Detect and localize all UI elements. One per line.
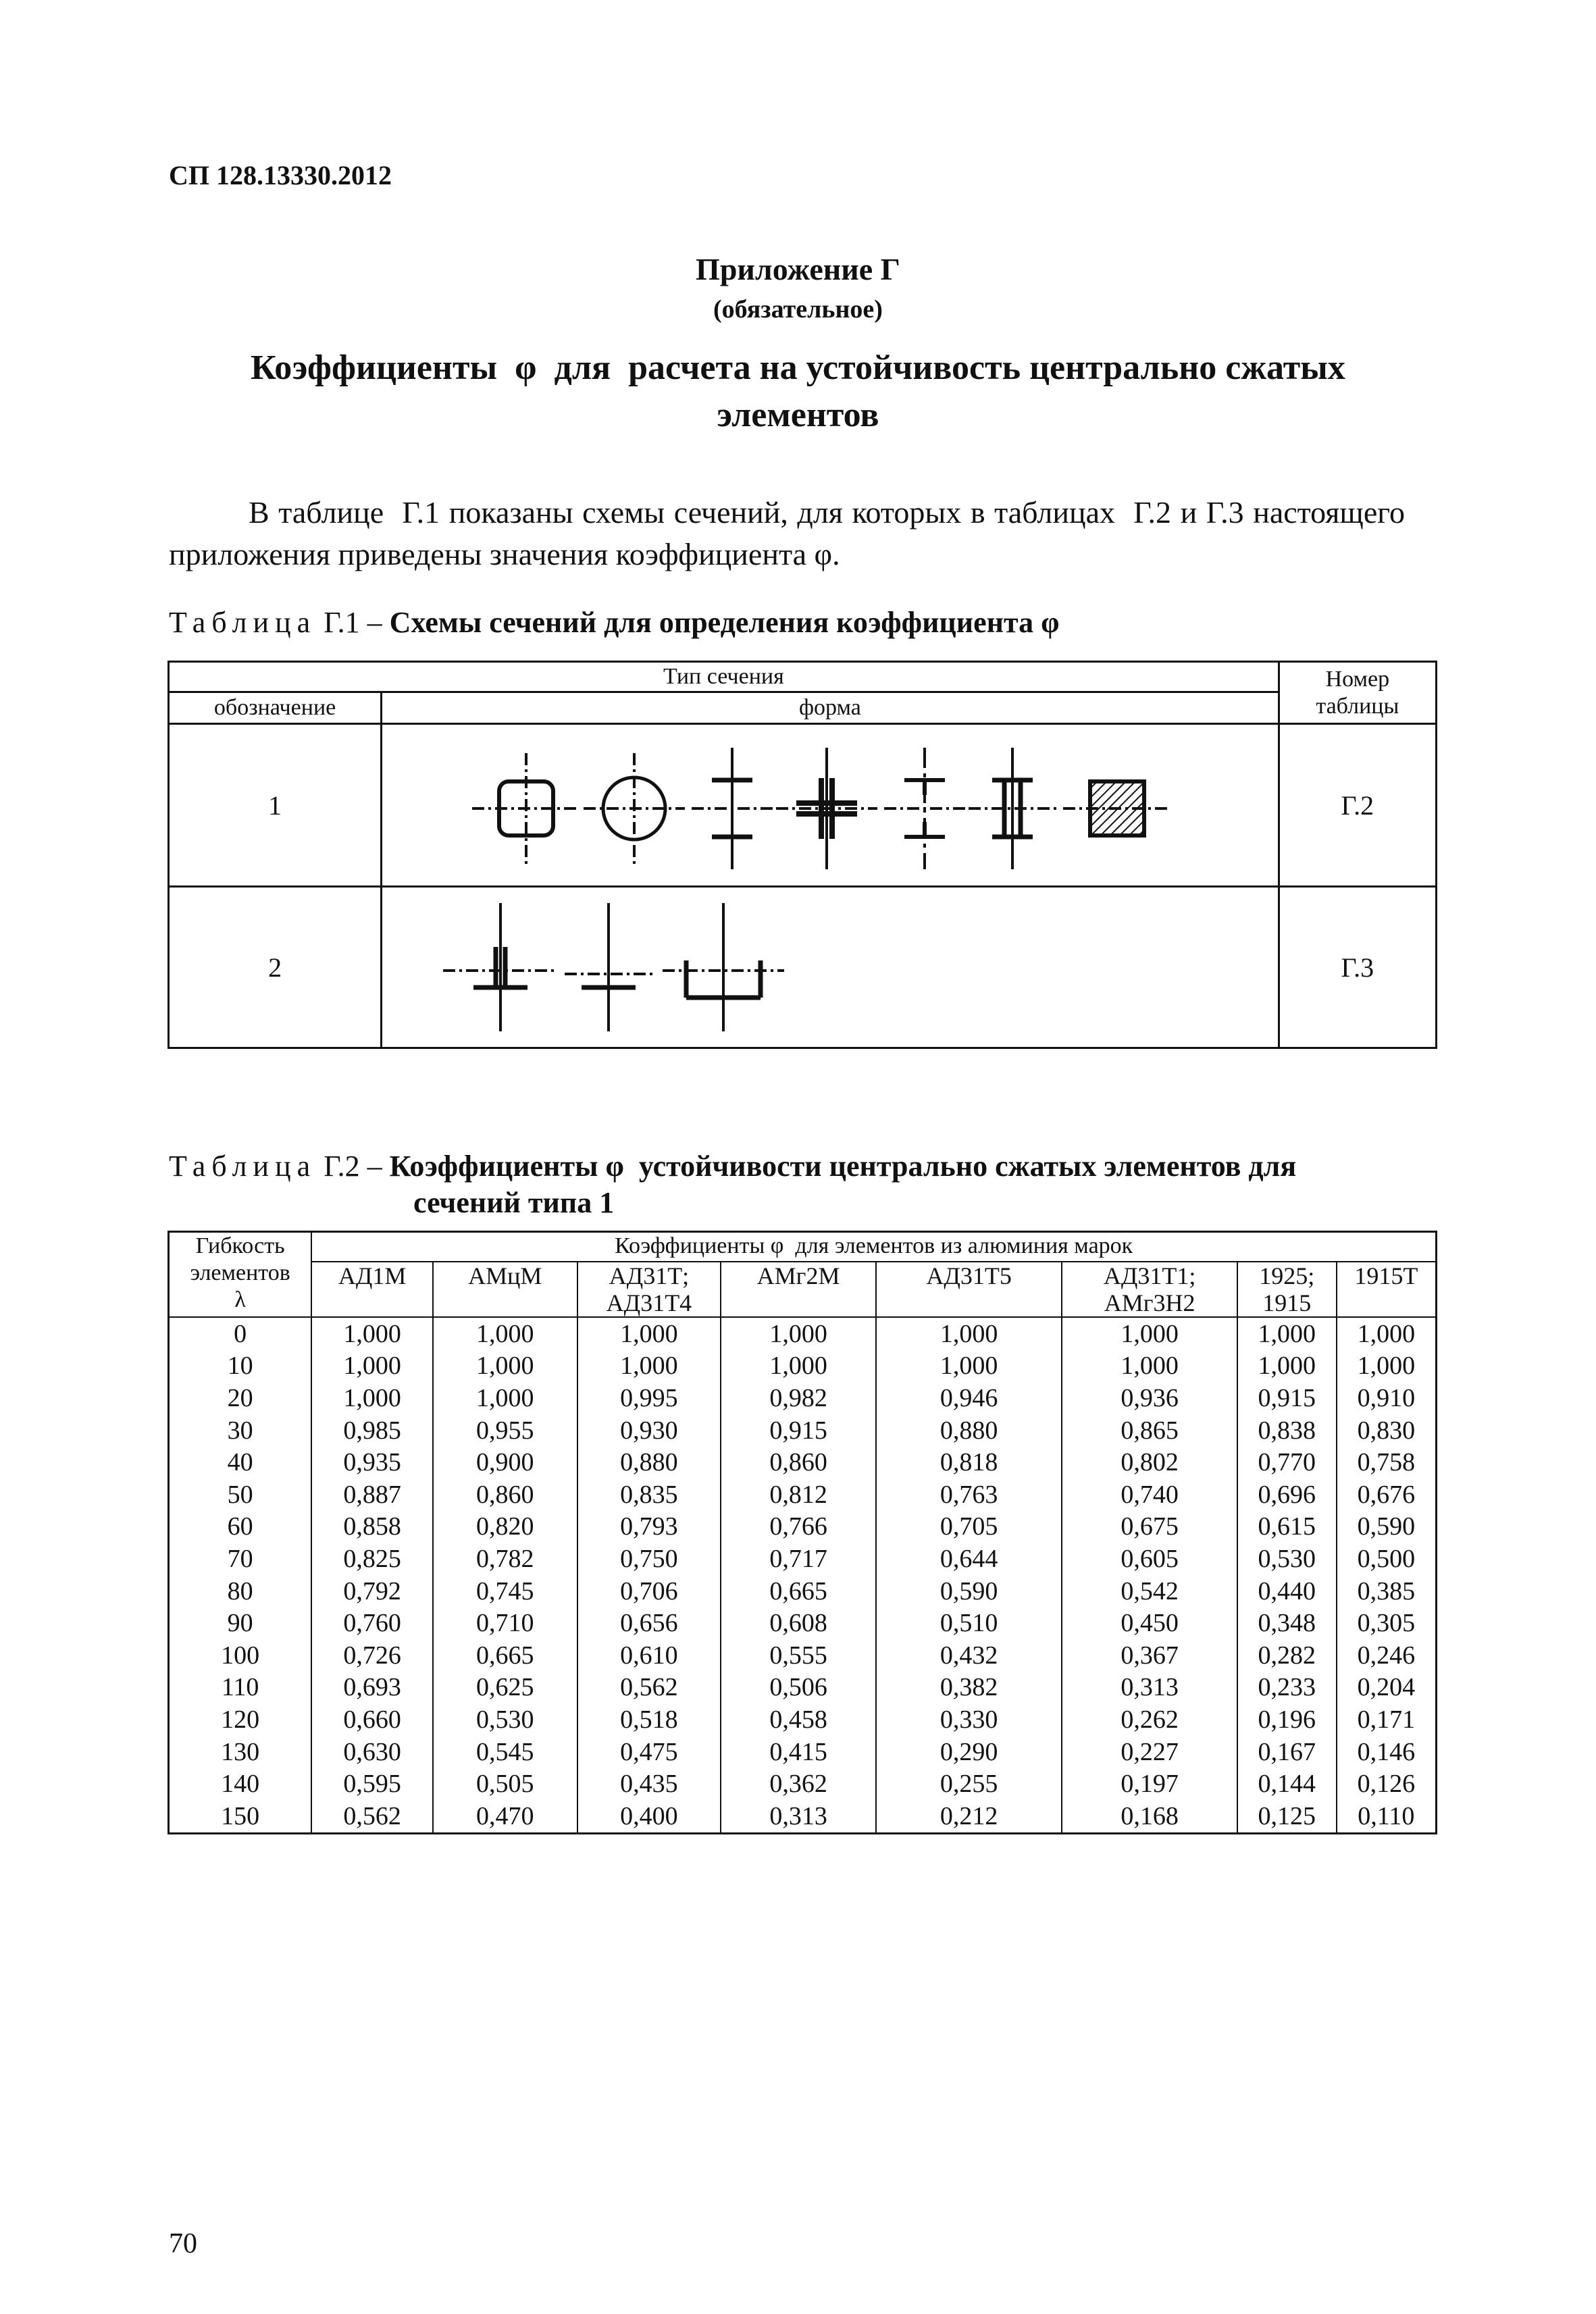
section-shapes-type2-diagram bbox=[436, 896, 815, 1038]
table2-cell-coefficient: 0,415 bbox=[721, 1736, 876, 1768]
table2-cell-slenderness: 20 bbox=[169, 1382, 312, 1414]
table1-row1-designation: 1 bbox=[169, 724, 382, 887]
table-row bbox=[169, 1350, 1437, 1383]
table2-cell-coefficient: 0,915 bbox=[1237, 1382, 1337, 1414]
table1-caption bbox=[169, 605, 1060, 640]
table2-cell-coefficient: 0,146 bbox=[1337, 1736, 1437, 1768]
table2-cell-coefficient: 0,710 bbox=[433, 1607, 577, 1639]
table2-cell-coefficient: 0,435 bbox=[577, 1768, 721, 1800]
table2-cell-coefficient: 0,233 bbox=[1237, 1672, 1337, 1704]
table1-row1-shapes bbox=[382, 724, 1279, 887]
table2-cell-coefficient: 0,605 bbox=[1062, 1543, 1237, 1575]
table2-cell-coefficient: 0,212 bbox=[876, 1800, 1062, 1833]
table-row bbox=[169, 1446, 1437, 1479]
table-row bbox=[169, 1800, 1437, 1833]
appendix-heading bbox=[0, 344, 1596, 439]
table2-header-grade-line2 bbox=[721, 1289, 875, 1316]
table2-cell-coefficient: 0,262 bbox=[1062, 1703, 1237, 1736]
table2-cell-coefficient: 0,660 bbox=[311, 1703, 433, 1736]
table2-cell-coefficient: 0,362 bbox=[721, 1768, 876, 1800]
table2-header-grade bbox=[433, 1262, 577, 1317]
table2-header-slenderness bbox=[169, 1232, 312, 1318]
table2-cell-slenderness: 100 bbox=[169, 1639, 312, 1672]
table2-cell-coefficient: 0,458 bbox=[721, 1703, 876, 1736]
table2-header-grade bbox=[1337, 1262, 1437, 1317]
table2-cell-coefficient: 0,470 bbox=[433, 1800, 577, 1833]
table2-cell-coefficient: 0,717 bbox=[721, 1543, 876, 1575]
table2-cell-coefficient: 0,705 bbox=[876, 1511, 1062, 1543]
table2-coefficients bbox=[168, 1231, 1437, 1834]
table1-header-table-number-line1: Номер bbox=[1325, 666, 1390, 692]
table1-caption-prefix: Таблица bbox=[169, 606, 317, 639]
table2-cell-coefficient: 0,227 bbox=[1062, 1736, 1237, 1768]
table1-row2-shapes bbox=[382, 887, 1279, 1048]
table2-cell-coefficient: 0,610 bbox=[577, 1639, 721, 1672]
table2-header-grade-line1: 1915Т bbox=[1354, 1262, 1418, 1289]
table2-cell-coefficient: 0,400 bbox=[577, 1800, 721, 1833]
table2-cell-coefficient: 0,693 bbox=[311, 1672, 433, 1704]
table1-header-shape: форма bbox=[382, 692, 1279, 724]
table2-cell-coefficient: 0,625 bbox=[433, 1672, 577, 1704]
table2-cell-coefficient: 0,450 bbox=[1062, 1607, 1237, 1639]
cruciform-angles-section-icon bbox=[776, 748, 877, 869]
table2-header-grade-line2 bbox=[312, 1289, 432, 1316]
table2-cell-coefficient: 1,000 bbox=[311, 1382, 433, 1414]
table2-cell-coefficient: 0,530 bbox=[433, 1703, 577, 1736]
table2-header-grade bbox=[1062, 1262, 1237, 1317]
table2-header-grade-line2 bbox=[434, 1289, 577, 1316]
table-row bbox=[169, 1672, 1437, 1704]
table2-cell-coefficient: 0,985 bbox=[311, 1414, 433, 1447]
table-row bbox=[169, 1607, 1437, 1639]
square-tube-section-icon bbox=[472, 753, 580, 864]
table2-cell-slenderness: 150 bbox=[169, 1800, 312, 1833]
table2-cell-slenderness: 10 bbox=[169, 1350, 312, 1383]
table2-cell-slenderness: 110 bbox=[169, 1672, 312, 1704]
table2-header-grade-line1: АМцМ bbox=[468, 1262, 542, 1289]
double-channel-section-icon bbox=[969, 748, 1056, 869]
table2-cell-coefficient: 0,706 bbox=[577, 1575, 721, 1608]
table2-header-slenderness-line1: Гибкость bbox=[195, 1233, 285, 1258]
table2-caption-ref: Г.2 – bbox=[316, 1150, 390, 1183]
table2-cell-coefficient: 1,000 bbox=[1337, 1350, 1437, 1383]
table2-header-grade-line1: АД31Т5 bbox=[926, 1262, 1012, 1289]
table2-cell-slenderness: 40 bbox=[169, 1446, 312, 1479]
table2-cell-coefficient: 0,615 bbox=[1237, 1511, 1337, 1543]
table2-cell-coefficient: 0,290 bbox=[876, 1736, 1062, 1768]
table2-header-grade-line2 bbox=[1337, 1289, 1435, 1316]
table2-cell-coefficient: 0,995 bbox=[577, 1382, 721, 1414]
table2-cell-coefficient: 0,432 bbox=[876, 1639, 1062, 1672]
table2-cell-coefficient: 0,644 bbox=[876, 1543, 1062, 1575]
table2-cell-coefficient: 1,000 bbox=[721, 1350, 876, 1383]
table2-cell-coefficient: 1,000 bbox=[311, 1350, 433, 1383]
table2-cell-coefficient: 0,782 bbox=[433, 1543, 577, 1575]
table2-cell-coefficient: 0,562 bbox=[311, 1800, 433, 1833]
table2-header-grade-line2: 1915 bbox=[1262, 1289, 1312, 1316]
table1-row1-table-ref: Г.2 bbox=[1279, 724, 1436, 887]
table2-cell-coefficient: 1,000 bbox=[433, 1350, 577, 1383]
table2-cell-coefficient: 0,818 bbox=[876, 1446, 1062, 1479]
table-row bbox=[169, 1639, 1437, 1672]
table2-cell-coefficient: 0,630 bbox=[311, 1736, 433, 1768]
table2-cell-coefficient: 0,530 bbox=[1237, 1543, 1337, 1575]
table2-cell-coefficient: 0,792 bbox=[311, 1575, 433, 1608]
table2-cell-coefficient: 0,802 bbox=[1062, 1446, 1237, 1479]
table2-cell-coefficient: 0,555 bbox=[721, 1639, 876, 1672]
table2-cell-coefficient: 0,545 bbox=[433, 1736, 577, 1768]
table2-cell-coefficient: 0,305 bbox=[1337, 1607, 1437, 1639]
table-row bbox=[169, 887, 1437, 1048]
table2-cell-slenderness: 140 bbox=[169, 1768, 312, 1800]
table2-header-grade bbox=[721, 1262, 876, 1317]
table2-cell-coefficient: 0,313 bbox=[721, 1800, 876, 1833]
table1-row2-table-ref: Г.3 bbox=[1279, 887, 1436, 1048]
table2-cell-coefficient: 0,835 bbox=[577, 1479, 721, 1511]
table2-header-grade-line1: АМг2М bbox=[756, 1262, 840, 1289]
table2-cell-coefficient: 1,000 bbox=[433, 1317, 577, 1350]
table2-cell-coefficient: 1,000 bbox=[876, 1350, 1062, 1383]
table2-cell-coefficient: 0,367 bbox=[1062, 1639, 1237, 1672]
table2-cell-coefficient: 0,500 bbox=[1337, 1543, 1437, 1575]
table2-header-grade bbox=[577, 1262, 721, 1317]
table2-cell-coefficient: 0,880 bbox=[876, 1414, 1062, 1447]
table2-cell-coefficient: 0,936 bbox=[1062, 1382, 1237, 1414]
table2-cell-coefficient: 0,858 bbox=[311, 1511, 433, 1543]
table-row bbox=[169, 1511, 1437, 1543]
channel-section-icon bbox=[663, 903, 784, 1031]
table-row bbox=[169, 1543, 1437, 1575]
table2-cell-coefficient: 0,982 bbox=[721, 1382, 876, 1414]
table2-cell-coefficient: 0,665 bbox=[433, 1639, 577, 1672]
table2-cell-coefficient: 0,763 bbox=[876, 1479, 1062, 1511]
appendix-status: (обязательное) bbox=[713, 295, 883, 324]
table2-header-grade-line2 bbox=[877, 1289, 1061, 1316]
table2-cell-slenderness: 30 bbox=[169, 1414, 312, 1447]
split-i-section-icon bbox=[884, 748, 965, 869]
table2-cell-coefficient: 0,595 bbox=[311, 1768, 433, 1800]
table2-cell-coefficient: 1,000 bbox=[1237, 1350, 1337, 1383]
table2-cell-coefficient: 0,196 bbox=[1237, 1703, 1337, 1736]
table2-header-grade-line1: 1925; bbox=[1259, 1262, 1315, 1289]
page-number: 70 bbox=[169, 2228, 197, 2259]
table2-cell-coefficient: 0,740 bbox=[1062, 1479, 1237, 1511]
table2-cell-coefficient: 0,282 bbox=[1237, 1639, 1337, 1672]
i-beam-section-icon bbox=[692, 748, 773, 869]
table1-caption-title: Схемы сечений для определения коэффициента φ bbox=[389, 606, 1060, 639]
table2-cell-coefficient: 0,126 bbox=[1337, 1768, 1437, 1800]
table2-header-group: Коэффициенты φ для элементов из алюминия марок bbox=[311, 1232, 1436, 1262]
table2-caption bbox=[169, 1148, 1296, 1221]
appendix-heading-line1: Коэффициенты φ для расчета на устойчивость центрально сжатых bbox=[251, 349, 1345, 387]
table2-cell-coefficient: 0,860 bbox=[721, 1446, 876, 1479]
table2-cell-coefficient: 1,000 bbox=[311, 1317, 433, 1350]
table2-cell-coefficient: 0,144 bbox=[1237, 1768, 1337, 1800]
table2-caption-prefix: Таблица bbox=[169, 1150, 317, 1183]
table2-cell-coefficient: 0,915 bbox=[721, 1414, 876, 1447]
table2-cell-slenderness: 120 bbox=[169, 1703, 312, 1736]
table-row bbox=[169, 1575, 1437, 1608]
table2-cell-coefficient: 0,656 bbox=[577, 1607, 721, 1639]
table2-cell-coefficient: 0,440 bbox=[1237, 1575, 1337, 1608]
table2-cell-coefficient: 0,745 bbox=[433, 1575, 577, 1608]
table2-cell-coefficient: 0,758 bbox=[1337, 1446, 1437, 1479]
table2-cell-coefficient: 0,255 bbox=[876, 1768, 1062, 1800]
table2-cell-coefficient: 0,750 bbox=[577, 1543, 721, 1575]
section-shapes-type1-diagram bbox=[459, 741, 1202, 869]
table2-cell-coefficient: 1,000 bbox=[876, 1317, 1062, 1350]
table2-cell-coefficient: 0,475 bbox=[577, 1736, 721, 1768]
table2-cell-coefficient: 0,330 bbox=[876, 1703, 1062, 1736]
table-row bbox=[169, 1317, 1437, 1350]
table1-header-table-number bbox=[1279, 662, 1436, 724]
table2-cell-coefficient: 0,385 bbox=[1337, 1575, 1437, 1608]
table2-cell-coefficient: 0,510 bbox=[876, 1607, 1062, 1639]
table2-cell-coefficient: 0,382 bbox=[876, 1672, 1062, 1704]
table2-cell-coefficient: 0,676 bbox=[1337, 1479, 1437, 1511]
table1-header-section-type: Тип сечения bbox=[169, 662, 1279, 692]
table-row bbox=[169, 1479, 1437, 1511]
table2-cell-coefficient: 0,793 bbox=[577, 1511, 721, 1543]
table2-cell-coefficient: 0,946 bbox=[876, 1382, 1062, 1414]
solid-square-section-icon bbox=[1063, 781, 1171, 835]
table2-cell-slenderness: 130 bbox=[169, 1736, 312, 1768]
table1-section-schemes bbox=[168, 661, 1437, 1049]
table2-header-grade-line1: АД31Т; bbox=[609, 1262, 690, 1289]
table2-cell-coefficient: 1,000 bbox=[577, 1317, 721, 1350]
table2-cell-coefficient: 0,313 bbox=[1062, 1672, 1237, 1704]
table2-cell-coefficient: 0,930 bbox=[577, 1414, 721, 1447]
table2-cell-coefficient: 1,000 bbox=[1062, 1350, 1237, 1383]
table2-header-slenderness-line3: λ bbox=[234, 1287, 246, 1312]
table2-cell-coefficient: 0,518 bbox=[577, 1703, 721, 1736]
table2-cell-slenderness: 80 bbox=[169, 1575, 312, 1608]
table2-cell-coefficient: 0,562 bbox=[577, 1672, 721, 1704]
table2-header-slenderness-line2: элементов bbox=[190, 1260, 290, 1285]
table2-cell-coefficient: 0,167 bbox=[1237, 1736, 1337, 1768]
table2-cell-coefficient: 1,000 bbox=[721, 1317, 876, 1350]
table2-header-grade-line1: АД31Т1; bbox=[1103, 1262, 1196, 1289]
table2-cell-coefficient: 0,542 bbox=[1062, 1575, 1237, 1608]
table2-cell-coefficient: 0,760 bbox=[311, 1607, 433, 1639]
table2-header-grade bbox=[876, 1262, 1062, 1317]
table2-cell-coefficient: 0,608 bbox=[721, 1607, 876, 1639]
table2-cell-coefficient: 0,506 bbox=[721, 1672, 876, 1704]
table1-row2-designation: 2 bbox=[169, 887, 382, 1048]
table2-cell-coefficient: 0,838 bbox=[1237, 1414, 1337, 1447]
table2-cell-coefficient: 0,860 bbox=[433, 1479, 577, 1511]
table2-cell-coefficient: 0,935 bbox=[311, 1446, 433, 1479]
table2-cell-coefficient: 0,955 bbox=[433, 1414, 577, 1447]
table1-header-designation: обозначение bbox=[169, 692, 382, 724]
table2-cell-coefficient: 0,770 bbox=[1237, 1446, 1337, 1479]
table2-cell-coefficient: 0,696 bbox=[1237, 1479, 1337, 1511]
table2-cell-coefficient: 0,825 bbox=[311, 1543, 433, 1575]
table1-caption-ref: Г.1 – bbox=[316, 606, 390, 639]
table2-header-grade bbox=[1237, 1262, 1337, 1317]
table-row bbox=[169, 1736, 1437, 1768]
table1-header-table-number-line2: таблицы bbox=[1316, 693, 1399, 719]
table2-cell-slenderness: 70 bbox=[169, 1543, 312, 1575]
table2-cell-coefficient: 1,000 bbox=[1337, 1317, 1437, 1350]
table-row bbox=[169, 1768, 1437, 1800]
table2-cell-coefficient: 0,830 bbox=[1337, 1414, 1437, 1447]
table2-cell-slenderness: 60 bbox=[169, 1511, 312, 1543]
double-angle-t-section-icon bbox=[443, 903, 558, 1031]
table2-cell-coefficient: 0,910 bbox=[1337, 1382, 1437, 1414]
table2-cell-coefficient: 0,887 bbox=[311, 1479, 433, 1511]
table2-header-grade-line2: АД31Т4 bbox=[606, 1289, 692, 1316]
table2-cell-coefficient: 0,880 bbox=[577, 1446, 721, 1479]
table2-cell-coefficient: 0,726 bbox=[311, 1639, 433, 1672]
table2-cell-coefficient: 0,125 bbox=[1237, 1800, 1337, 1833]
table2-cell-coefficient: 0,812 bbox=[721, 1479, 876, 1511]
table-row bbox=[169, 724, 1437, 887]
document-code: СП 128.13330.2012 bbox=[169, 160, 392, 190]
table2-cell-coefficient: 1,000 bbox=[1237, 1317, 1337, 1350]
table2-cell-coefficient: 0,865 bbox=[1062, 1414, 1237, 1447]
table2-cell-coefficient: 0,820 bbox=[433, 1511, 577, 1543]
table2-cell-slenderness: 90 bbox=[169, 1607, 312, 1639]
table2-cell-coefficient: 0,110 bbox=[1337, 1800, 1437, 1833]
table2-caption-title-line1: Коэффициенты φ устойчивости центрально сжатых элементов для bbox=[389, 1150, 1297, 1183]
table2-cell-coefficient: 0,766 bbox=[721, 1511, 876, 1543]
table2-cell-coefficient: 0,505 bbox=[433, 1768, 577, 1800]
table2-cell-coefficient: 0,171 bbox=[1337, 1703, 1437, 1736]
table2-header-grade-line1: АД1М bbox=[338, 1262, 407, 1289]
circular-tube-section-icon bbox=[584, 753, 685, 864]
table2-cell-coefficient: 0,348 bbox=[1237, 1607, 1337, 1639]
table2-cell-coefficient: 0,168 bbox=[1062, 1800, 1237, 1833]
table2-cell-coefficient: 0,197 bbox=[1062, 1768, 1237, 1800]
appendix-heading-line2: элементов bbox=[717, 396, 879, 434]
table2-header-grade-line2: АМг3Н2 bbox=[1104, 1289, 1195, 1316]
table-row bbox=[169, 1414, 1437, 1447]
table-row bbox=[169, 1703, 1437, 1736]
table2-cell-coefficient: 0,246 bbox=[1337, 1639, 1437, 1672]
appendix-title: Приложение Г bbox=[696, 252, 900, 286]
table2-cell-coefficient: 1,000 bbox=[433, 1382, 577, 1414]
table2-cell-coefficient: 0,675 bbox=[1062, 1511, 1237, 1543]
table2-cell-slenderness: 50 bbox=[169, 1479, 312, 1511]
table2-cell-coefficient: 0,204 bbox=[1337, 1672, 1437, 1704]
table2-cell-coefficient: 1,000 bbox=[1062, 1317, 1237, 1350]
table2-cell-coefficient: 0,665 bbox=[721, 1575, 876, 1608]
table2-cell-coefficient: 0,590 bbox=[876, 1575, 1062, 1608]
table2-cell-coefficient: 0,590 bbox=[1337, 1511, 1437, 1543]
t-section-icon bbox=[565, 903, 652, 1031]
table2-cell-coefficient: 1,000 bbox=[577, 1350, 721, 1383]
intro-paragraph: В таблице Г.1 показаны схемы сечений, для которых в таблицах Г.2 и Г.3 настоящего приложения приведены значения коэффициента φ. bbox=[169, 495, 1413, 571]
table2-header-grade bbox=[311, 1262, 433, 1317]
table-row bbox=[169, 1382, 1437, 1414]
table2-cell-coefficient: 0,900 bbox=[433, 1446, 577, 1479]
table2-cell-slenderness: 0 bbox=[169, 1317, 312, 1350]
table2-caption-title-line2: сечений типа 1 bbox=[413, 1186, 615, 1219]
